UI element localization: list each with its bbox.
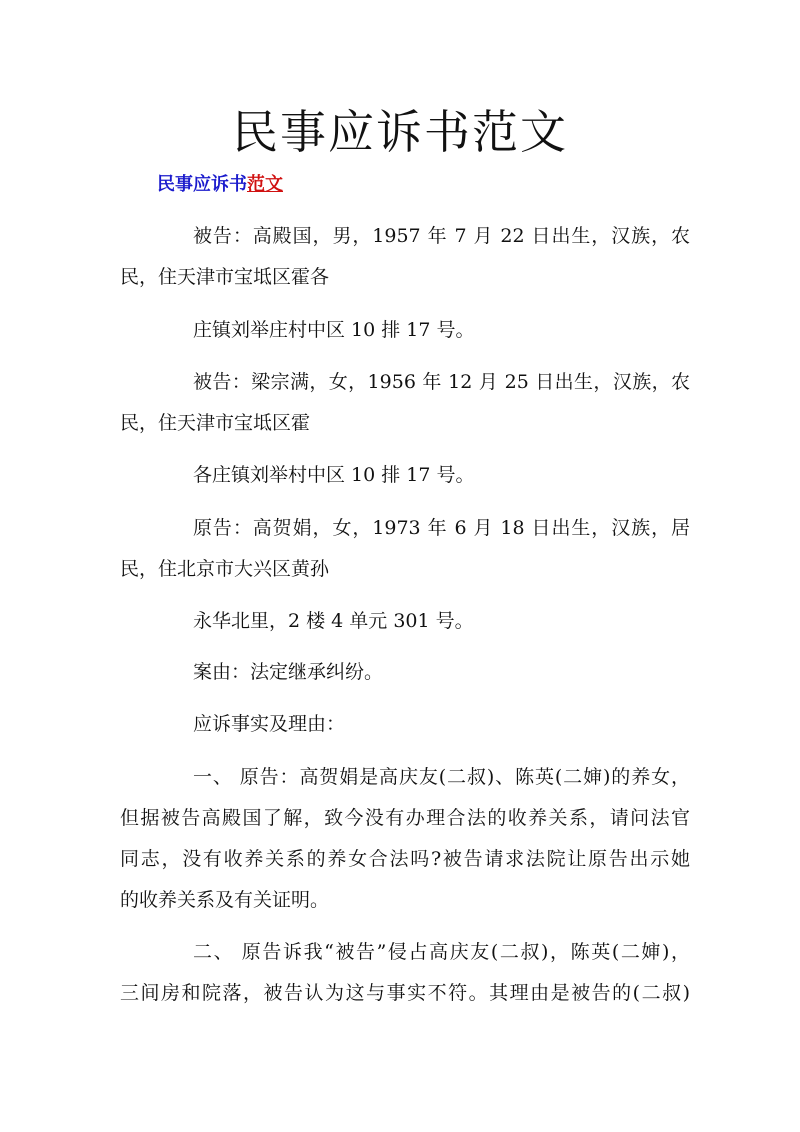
paragraph-line: 三间房和院落，被告认为这与事实不符。其理由是被告的(二叔) <box>120 982 690 1004</box>
subtitle-text: 民事应诉书 <box>157 174 247 195</box>
paragraph-line: 同志，没有收养关系的养女合法吗?被告请求法院让原告出示她 <box>120 848 690 870</box>
paragraph-line: 被告：高殿国，男，1957 年 7 月 22 日出生，汉族，农 <box>193 225 690 247</box>
document-subtitle <box>157 170 283 196</box>
paragraph-line: 被告：梁宗满，女，1956 年 12 月 25 日出生，汉族，农 <box>193 371 690 393</box>
paragraph-line: 永华北里，2 楼 4 单元 301 号。 <box>193 610 474 632</box>
paragraph-line: 一、 原告：高贺娟是高庆友(二叔)、陈英(二婶)的养女， <box>193 766 690 788</box>
paragraph-line: 民，住天津市宝坻区霍各 <box>120 266 330 288</box>
paragraph-line: 原告：高贺娟，女，1973 年 6 月 18 日出生，汉族，居 <box>193 517 690 539</box>
subtitle-link[interactable]: 范文 <box>247 174 283 195</box>
paragraph-line: 二、 原告诉我“被告”侵占高庆友(二叔)，陈英(二婶)， <box>193 941 690 963</box>
document-title: 民事应诉书范文 <box>232 105 568 159</box>
paragraph-line: 各庄镇刘举村中区 10 排 17 号。 <box>193 464 475 486</box>
paragraph-line: 庄镇刘举庄村中区 10 排 17 号。 <box>193 319 475 341</box>
paragraph-line: 案由：法定继承纠纷。 <box>193 661 384 683</box>
paragraph-line: 的收养关系及有关证明。 <box>120 889 330 911</box>
paragraph-line: 民，住天津市宝坻区霍 <box>120 412 311 434</box>
paragraph-line: 民，住北京市大兴区黄孙 <box>120 558 330 580</box>
paragraph-line: 但据被告高殿国了解，致今没有办理合法的收养关系，请问法官 <box>120 807 690 829</box>
paragraph-line: 应诉事实及理由： <box>193 713 346 735</box>
